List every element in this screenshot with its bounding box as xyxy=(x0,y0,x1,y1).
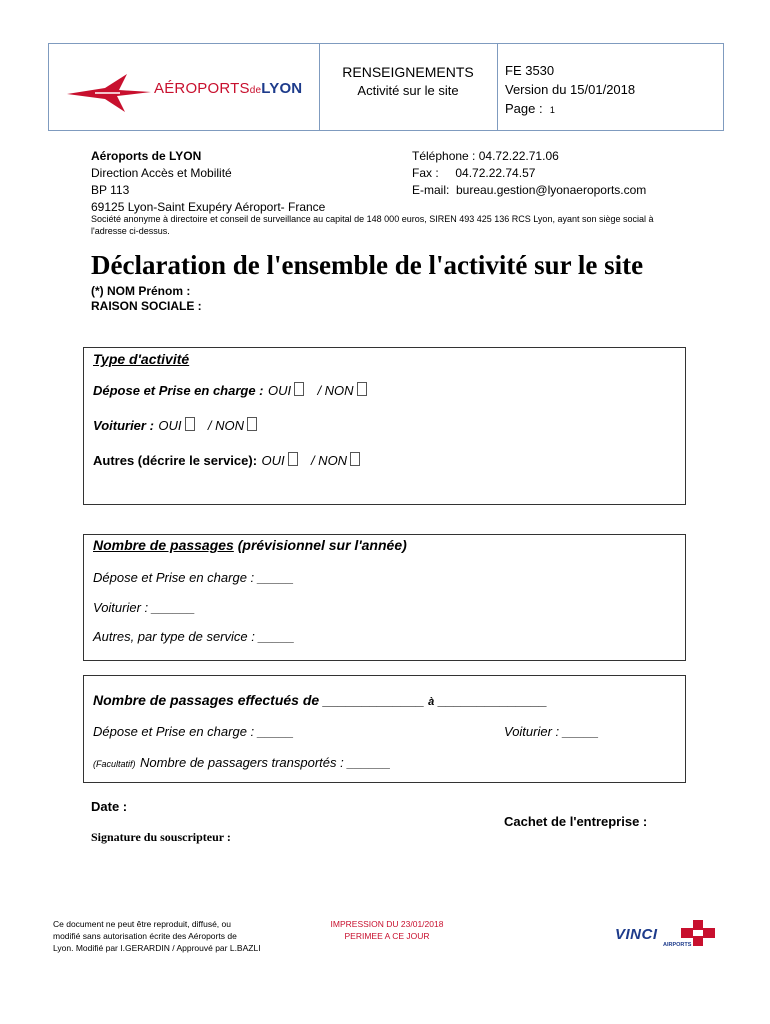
date-label: Date : xyxy=(91,799,128,814)
logo-wordmark: AÉROPORTSdeLYON xyxy=(154,80,303,97)
signature-label: Signature du souscripteur : xyxy=(91,830,231,844)
org-address-line: 69125 Lyon-Saint Exupéry Aéroport- France xyxy=(91,200,326,214)
version-cell xyxy=(497,44,723,130)
autres-non-checkbox[interactable] xyxy=(350,452,360,466)
autres-row: Autres (décrire le service): OUI / NON xyxy=(93,452,360,470)
org-fax: Fax : 04.72.22.74.57 xyxy=(412,166,536,180)
prev-voiturier-field[interactable]: Voiturier : ______ xyxy=(93,600,196,615)
depose-non-checkbox[interactable] xyxy=(357,382,367,396)
org-phone: Téléphone : 04.72.22.71.06 xyxy=(412,149,559,163)
prev-autres-field[interactable]: Autres, par type de service : _____ xyxy=(93,629,295,644)
org-name: Aéroports de LYON xyxy=(91,149,202,163)
section-subtitle: Activité sur le site xyxy=(357,83,459,98)
section-cell xyxy=(319,44,498,130)
header-table xyxy=(48,43,724,131)
page-indicator: Page : 1 xyxy=(505,101,555,116)
eff-depose-field[interactable]: Dépose et Prise en charge : _____ xyxy=(93,724,294,739)
passages-effectues-heading: Nombre de passages effectués de _____________ à ______________ xyxy=(93,692,548,708)
type-activite-section xyxy=(83,347,686,505)
type-activite-heading: Type d'activité xyxy=(93,351,190,367)
nom-prenom-label: (*) NOM Prénom : xyxy=(91,284,191,298)
org-address xyxy=(91,148,391,216)
cachet-label: Cachet de l'entreprise : xyxy=(504,814,648,829)
autres-oui-checkbox[interactable] xyxy=(288,452,298,466)
eff-passagers-field[interactable]: Nombre de passagers transportés : ______ xyxy=(139,755,391,770)
plane-logo-icon xyxy=(65,72,153,114)
vinci-cross-icon xyxy=(681,920,717,946)
passages-effectues-section xyxy=(83,675,686,783)
org-email: E-mail: bureau.gestion@lyonaeroports.com xyxy=(412,183,647,197)
voiturier-row: Voiturier : OUI / NON xyxy=(93,417,257,435)
org-dept: Direction Accès et Mobilité xyxy=(91,166,232,180)
voiturier-oui-checkbox[interactable] xyxy=(185,417,195,431)
footer-impression: IMPRESSION DU 23/01/2018 PERIMEE A CE JOUR xyxy=(330,919,444,941)
vinci-logo: VINCI AIRPORTS xyxy=(615,918,725,952)
version-text: Version du 15/01/2018 xyxy=(505,82,636,97)
nombre-passages-heading: Nombre de passages (prévisionnel sur l'année) xyxy=(93,537,407,553)
depose-oui-checkbox[interactable] xyxy=(294,382,304,396)
eff-passagers-row: (Facultatif) Nombre de passagers transportés : ______ xyxy=(93,755,391,770)
voiturier-non-checkbox[interactable] xyxy=(247,417,257,431)
nombre-passages-section xyxy=(83,534,686,661)
eff-voiturier-field[interactable]: Voiturier : _____ xyxy=(504,724,599,739)
raison-sociale-label: RAISON SOCIALE : xyxy=(91,299,202,313)
org-bp: BP 113 xyxy=(91,183,130,197)
legal-notice: Société anonyme à directoire et conseil de surveillance au capital de 148 000 euros, SIREN 493 425 136 RCS Lyon, ayant son siège social à l'adresse ci-dessus. xyxy=(91,214,654,236)
page-title: Déclaration de l'ensemble de l'activité sur le site xyxy=(91,250,644,280)
depose-row: Dépose et Prise en charge : OUI / NON xyxy=(93,382,367,400)
section-title: RENSEIGNEMENTS xyxy=(342,64,474,80)
footer-disclaimer: Ce document ne peut être reproduit, diffusé, ou modifié sans autorisation écrite des Aéroports de Lyon. Modifié par I.GERARDIN / Approuvé par L.BAZLI xyxy=(53,919,261,953)
form-code: FE 3530 xyxy=(505,63,555,78)
prev-depose-field[interactable]: Dépose et Prise en charge : _____ xyxy=(93,570,294,585)
logo-cell xyxy=(49,44,320,130)
org-contact xyxy=(412,148,732,199)
